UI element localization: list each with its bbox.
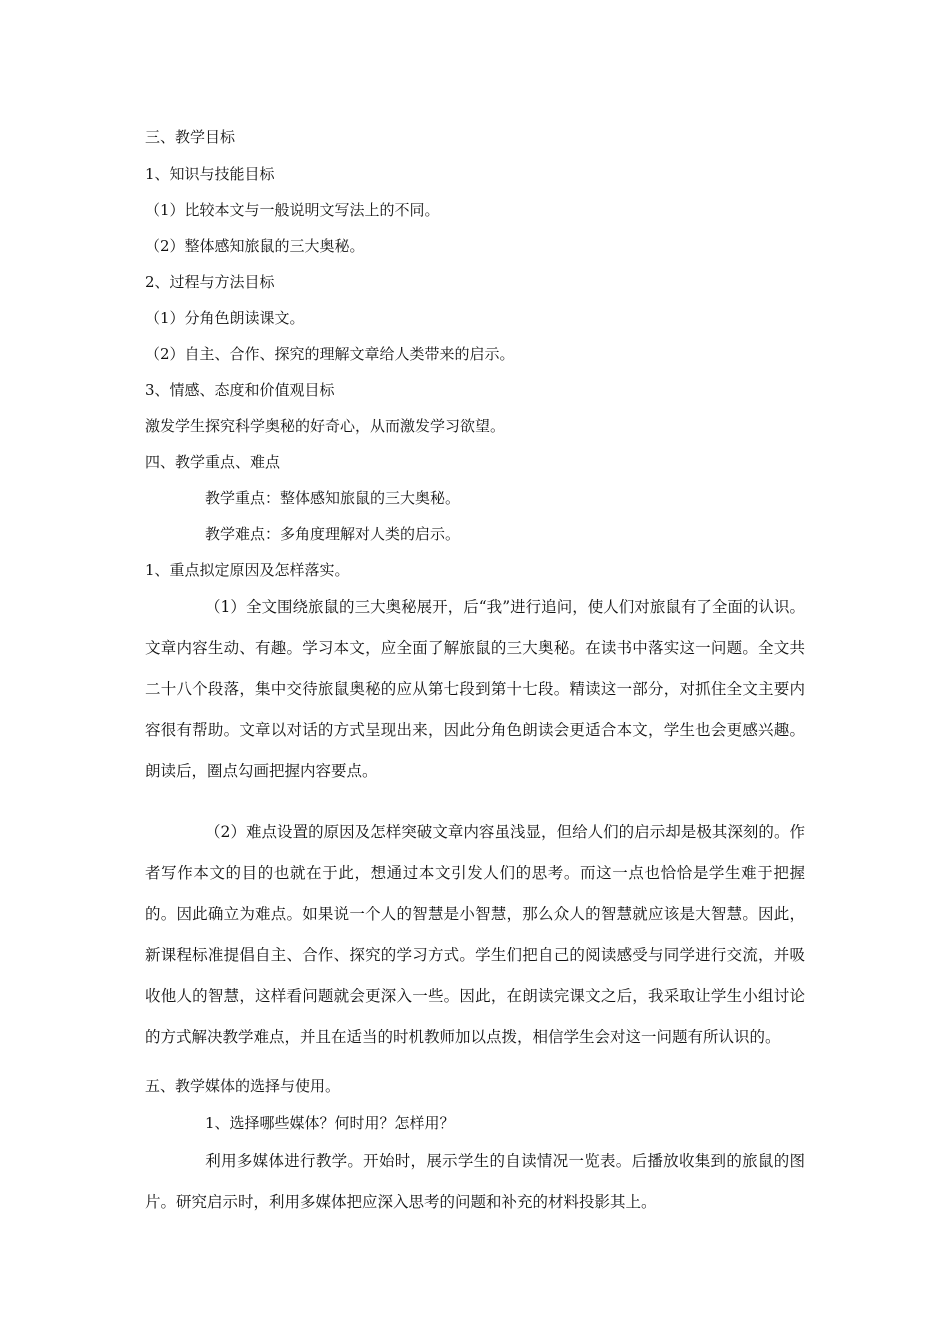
reason-paragraph-1 [145,587,805,792]
media-paragraph [145,1141,805,1223]
process-item-1: （1）分角色朗读课文。 [145,309,305,327]
knowledge-item-1: （1）比较本文与一般说明文写法上的不同。 [145,201,440,219]
key-point: 教学重点：整体感知旅鼠的三大奥秘。 [205,489,461,507]
knowledge-heading: 1、知识与技能目标 [145,165,275,183]
reason-paragraph-1-text: （1）全文围绕旅鼠的三大奥秘展开，后“我”进行追问，使人们对旅鼠有了全面的认识。文章内容生动、有趣。学习本文，应全面了解旅鼠的三大奥秘。在读书中落实这一问题。全文共二十八个段落，集中交待旅鼠奥秘的应从第七段到第十七段。精读这一部分，对抓住全文主要内容很有帮助。文章以对话的方式呈现出来，因此分角色朗读会更适合本文，学生也会更感兴趣。朗读后，圈点勾画把握内容要点。 [145,598,805,780]
difficult-point: 教学难点：多角度理解对人类的启示。 [205,525,461,543]
knowledge-item-2: （2）整体感知旅鼠的三大奥秘。 [145,237,365,255]
objectives-heading: 三、教学目标 [145,128,236,146]
reason-paragraph-2-text: （2）难点设置的原因及怎样突破文章内容虽浅显，但给人们的启示却是极其深刻的。作者写作本文的目的也就在于此，想通过本文引发人们的思考。而这一点也恰恰是学生难于把握的。因此确立为难点。如果说一个人的智慧是小智慧，那么众人的智慧就应该是大智慧。因此，新课程标准提倡自主、合作、探究的学习方式。学生们把自己的阅读感受与同学进行交流，并吸收他人的智慧，这样看问题就会更深入一些。因此，在朗读完课文之后，我采取让学生小组讨论的方式解决教学难点，并且在适当的时机教师加以点拨，相信学生会对这一问题有所认识的。 [145,823,805,1046]
emotion-text: 激发学生探究科学奥秘的好奇心，从而激发学习欲望。 [145,417,506,435]
media-paragraph-text: 利用多媒体进行教学。开始时，展示学生的自读情况一览表。后播放收集到的旅鼠的图片。研究启示时，利用多媒体把应深入思考的问题和补充的材料投影其上。 [145,1152,805,1211]
process-heading: 2、过程与方法目标 [145,273,275,291]
media-heading: 五、教学媒体的选择与使用。 [145,1077,341,1095]
emotion-heading: 3、情感、态度和价值观目标 [145,381,335,399]
reason-heading: 1、重点拟定原因及怎样落实。 [145,561,350,579]
process-item-2: （2）自主、合作、探究的理解文章给人类带来的启示。 [145,345,515,363]
media-question: 1、选择哪些媒体？何时用？怎样用？ [205,1114,455,1132]
key-difficult-heading: 四、教学重点、难点 [145,453,281,471]
reason-paragraph-2 [145,812,805,1058]
